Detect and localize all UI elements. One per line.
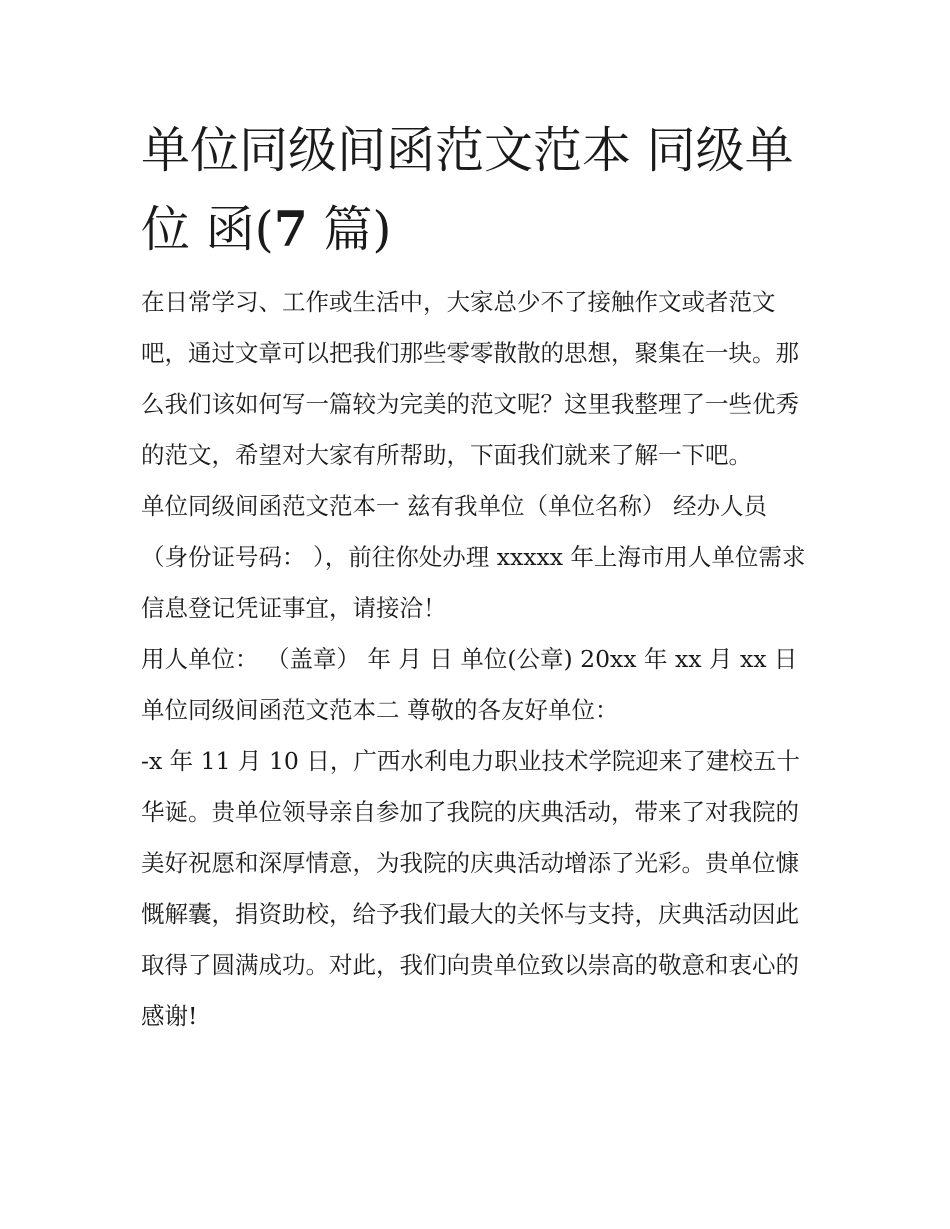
document-page [141, 112, 813, 1042]
title-count: 7 [273, 200, 308, 258]
sample-two-paragraph: -x 年 11 月 10 日，广西水利电力职业技术学院迎来了建校五十华诞。贵单位领导亲自参加了我院的庆典活动，带来了对我院的美好祝愿和深厚情意，为我院的庆典活动增添了光彩。贵单位慷慨解囊，捐资助校，给予我们最大的关怀与支持，庆典活动因此取得了圆满成功。对此，我们向贵单位致以崇高的敬意和衷心的感谢! [141, 747, 800, 1030]
intro-paragraph: 在日常学习、工作或生活中，大家总少不了接触作文或者范文吧，通过文章可以把我们那些零零散散的思想，聚集在一块。那么我们该如何写一篇较为完美的范文呢？这里我整理了一些优秀的范文，希望对大家有所帮助，下面我们就来了解一下吧。 [141, 288, 799, 469]
sample-two-heading: 单位同级间函范文范本二 尊敬的各友好单位： [141, 696, 619, 724]
title-text-part1: 单位同级间函范文范本 同级单位 函( [141, 122, 794, 258]
document-body [141, 277, 813, 1042]
document-title [141, 112, 813, 269]
title-text-part2: 篇) [307, 201, 392, 258]
sample-one-paragraph: 单位同级间函范文范本一 兹有我单位（单位名称） 经办人员（身份证号码： ），前往你处办理 xxxxx 年上海市用人单位需求信息登记凭证事宜，请接洽！ [141, 492, 806, 622]
employer-signature-line: 用人单位： （盖章） 年 月 日 单位(公章) 20xx 年 xx 月 xx 日 [141, 645, 798, 673]
